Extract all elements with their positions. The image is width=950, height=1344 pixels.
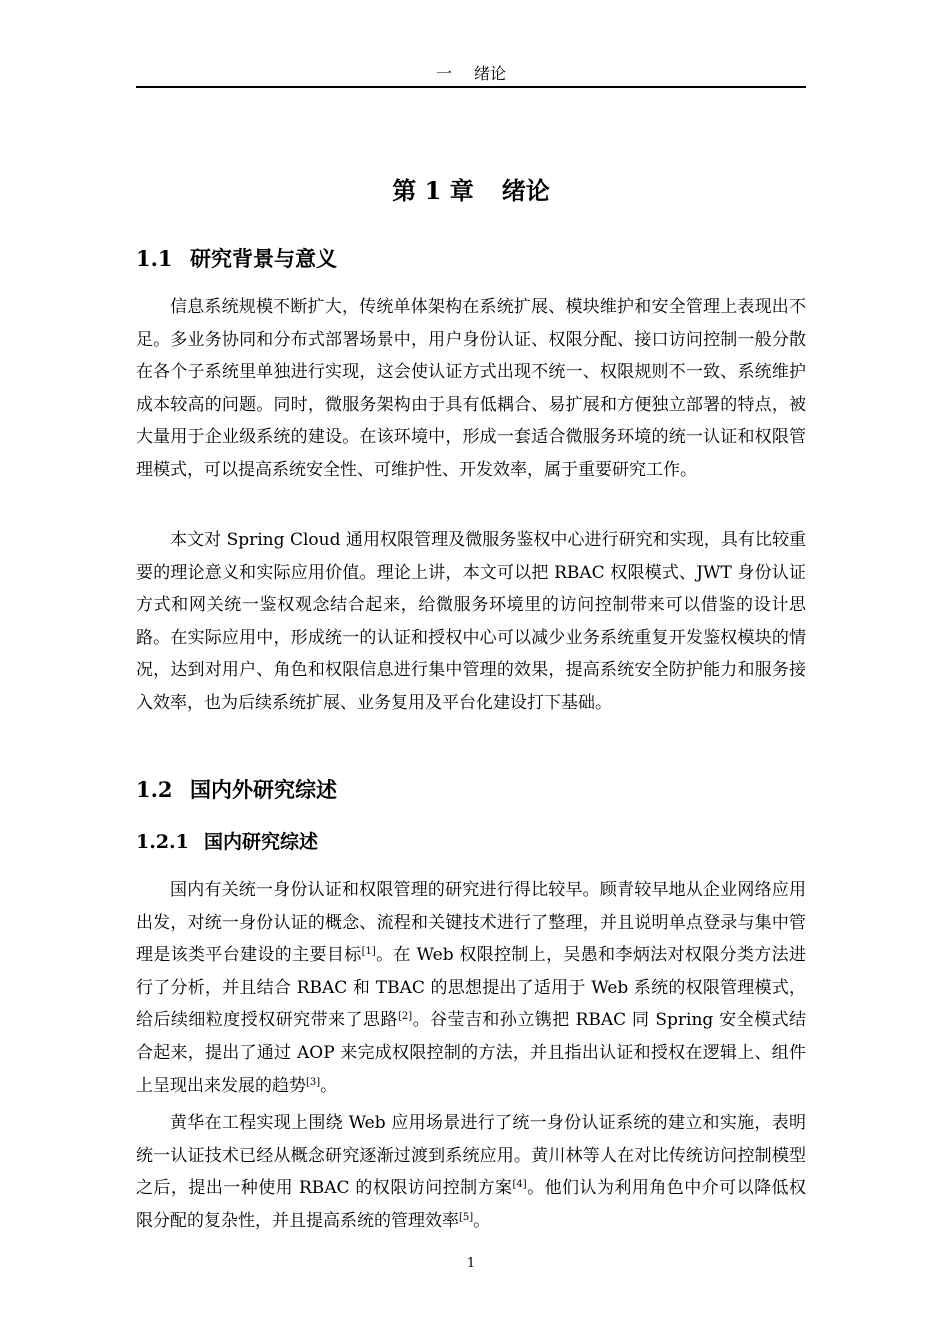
running-header-chapter-name: 绪论 bbox=[474, 64, 507, 83]
paragraph-domestic-1 bbox=[136, 874, 806, 1102]
text-run: 黄华在工程实现上围绕 Web 应用场景进行了统一身份认证系统的建立和实施，表明统一认证技术已经从概念研究逐渐过渡到系统应用。黄川林等人在对比传统访问控制模型之后，提出一种使用 RBAC 的权限访问控制方案 bbox=[136, 1113, 806, 1199]
text-run: 。 bbox=[473, 1210, 491, 1231]
text-run: 。 bbox=[320, 1075, 338, 1096]
section-title: 国内外研究综述 bbox=[190, 777, 337, 802]
running-header bbox=[136, 64, 806, 84]
citation-ref[interactable]: [2] bbox=[397, 1011, 413, 1023]
subsection-title: 国内研究综述 bbox=[204, 831, 319, 853]
text-run: 。他们认为利用角色中介可以降低权限分配的复杂性，并且提高系统的管理效率 bbox=[136, 1178, 806, 1231]
subsection-heading-1-2-1 bbox=[136, 828, 318, 856]
text-run: 。谷莹吉和孙立镌把 RBAC 同 Spring 安全模式结合起来，提出了通过 AOP 来完成权限控制的方法，并且指出认证和授权在逻辑上、组件上呈现出来发展的趋势 bbox=[136, 1010, 806, 1096]
citation-ref[interactable]: [4] bbox=[512, 1179, 527, 1191]
section-number: 1.1 bbox=[136, 246, 173, 271]
section-title: 研究背景与意义 bbox=[190, 246, 337, 271]
text-run: 国内有关统一身份认证和权限管理的研究进行得比较早。顾青较早地从企业网络应用出发，对统一身份认证的概念、流程和关键技术进行了整理，并且说明单点登录与集中管理是该类平台建设的主要目标 bbox=[136, 880, 806, 966]
chapter-title bbox=[136, 174, 806, 208]
paragraph-background-2: 本文对 Spring Cloud 通用权限管理及微服务鉴权中心进行研究和实现，具有比较重要的理论意义和实际应用价值。理论上讲，本文可以把 RBAC 权限模式、JWT 身份认证方式和网关统一鉴权观念结合起来，给微服务环境里的访问控制带来可以借鉴的设计思路。在实际应用中，形成统一的认证和授权中心可以减少业务系统重复开发鉴权模块的情况，达到对用户、角色和权限信息进行集中管理的效果，提高系统安全防护能力和服务接入效率，也为后续系统扩展、业务复用及平台化建设打下基础。 bbox=[136, 530, 806, 713]
citation-ref[interactable]: [3] bbox=[306, 1076, 321, 1088]
paragraph-background-1: 信息系统规模不断扩大，传统单体架构在系统扩展、模块维护和安全管理上表现出不足。多业务协同和分布式部署场景中，用户身份认证、权限分配、接口访问控制一般分散在各个子系统里单独进行实现，这会使认证方式出现不统一、权限规则不一致、系统维护成本较高的问题。同时，微服务架构由于具有低耦合、易扩展和方便独立部署的特点，被大量用于企业级系统的建设。在该环境中，形成一套适合微服务环境的统一认证和权限管理模式，可以提高系统安全性、可维护性、开发效率，属于重要研究工作。 bbox=[136, 297, 806, 480]
citation-ref[interactable]: [1] bbox=[361, 946, 376, 958]
section-heading-1-1 bbox=[136, 244, 337, 274]
subsection-number: 1.2.1 bbox=[136, 831, 189, 853]
paragraph-domestic-2 bbox=[136, 1107, 806, 1237]
running-header-chapter-number: 一 bbox=[435, 64, 452, 83]
page-number: 1 bbox=[466, 1256, 476, 1271]
section-number: 1.2 bbox=[136, 777, 173, 802]
section-heading-1-2 bbox=[136, 775, 337, 805]
citation-ref[interactable]: [5] bbox=[459, 1211, 474, 1223]
header-rule bbox=[136, 86, 806, 88]
text-run: 。在 Web 权限控制上，吴愚和李炳法对权限分类方法进行了分析，并且结合 RBAC 和 TBAC 的思想提出了适用于 Web 系统的权限管理模式，给后续细粒度授权研究带来了思路 bbox=[136, 945, 806, 1031]
chapter-name: 绪论 bbox=[501, 176, 550, 205]
chapter-label: 第 1 章 bbox=[392, 176, 474, 205]
